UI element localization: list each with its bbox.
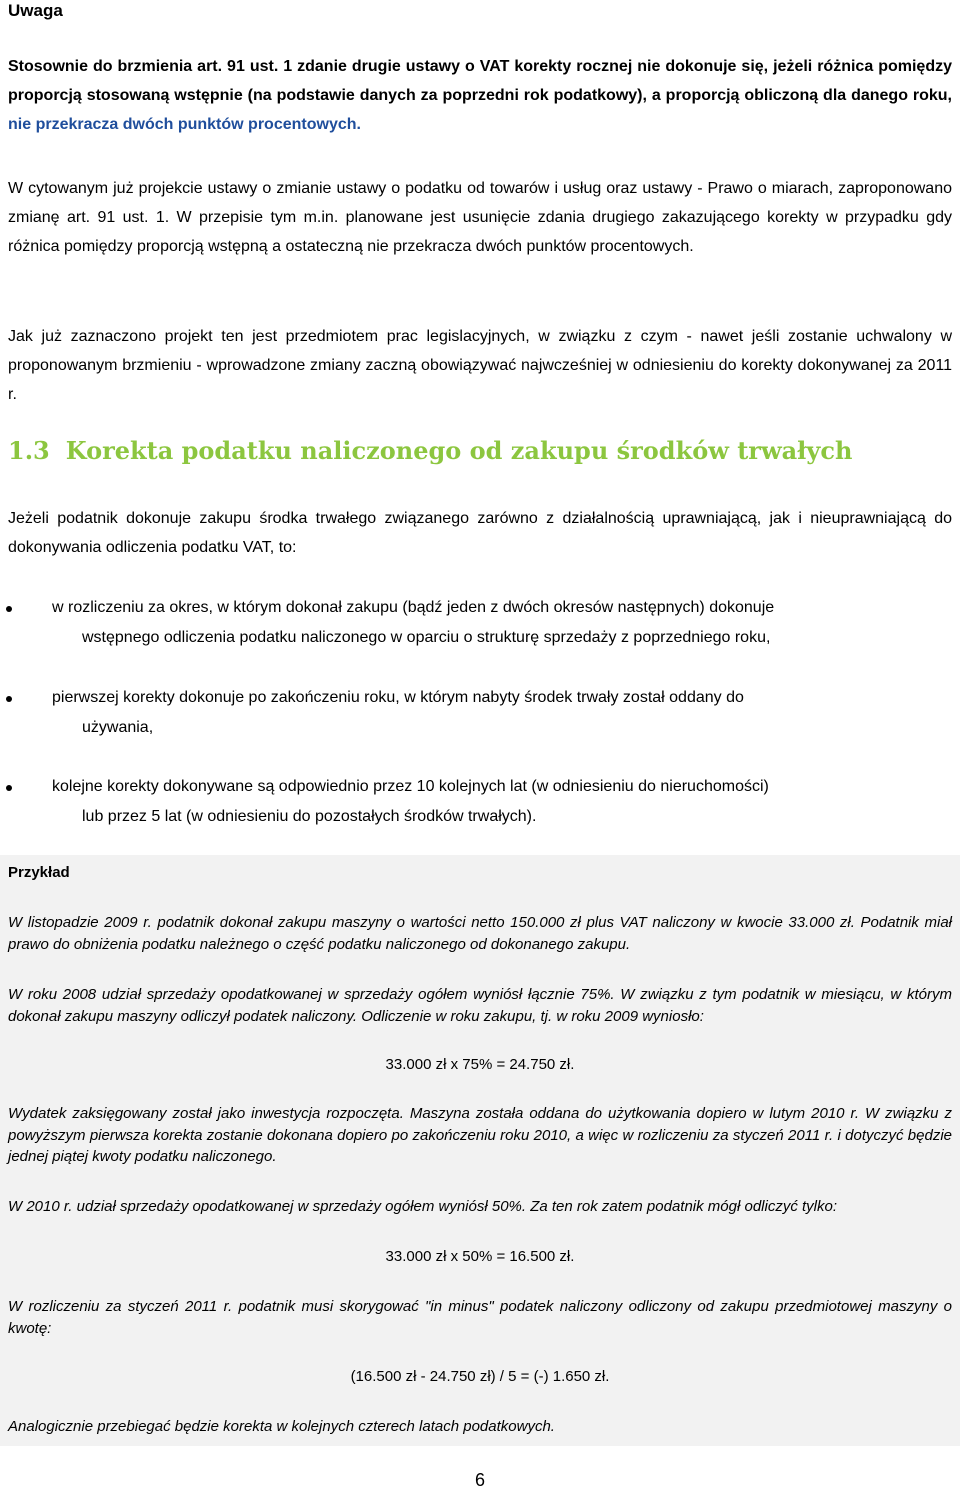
- paragraph-vat-correction: [8, 52, 952, 139]
- list-item-line: używania,: [82, 719, 154, 736]
- example-paragraph: Analogicznie przebiegać będzie korekta w kolejnych czterech latach podatkowych.: [8, 1418, 555, 1435]
- list-item: [52, 683, 954, 743]
- example-title: Przykład: [8, 864, 70, 881]
- highlighted-text: nie przekracza dwóch punktów procentowych.: [8, 116, 361, 133]
- example-box: [0, 855, 960, 1446]
- bullet-icon: [6, 606, 12, 612]
- list-item-line: lub przez 5 lat (w odniesieniu do pozostałych środków trwałych).: [82, 808, 537, 825]
- list-item: [52, 593, 954, 653]
- section-number: 1.3: [8, 436, 50, 465]
- example-paragraph: Wydatek zaksięgowany został jako inwestycja rozpoczęta. Maszyna została oddana do użytkowania dopiero w lutym 2010 r. W związku z powyższym pierwsza korekta zostanie dokonana dopiero po zakończeniu roku 2010, a więc w rozliczeniu za styczeń 2011 r. i dotyczyć będzie jednej piątej kwoty podatku naliczonego.: [8, 1105, 952, 1165]
- example-paragraph: W roku 2008 udział sprzedaży opodatkowanej w sprzedaży ogółem wyniósł łącznie 75%. W związku z tym podatnik w miesiącu, w którym dokonał zakupu maszyny odliczył podatek naliczony. Odliczenie w roku zakupu, tj. w roku 2009 wyniosło:: [8, 986, 952, 1025]
- paragraph-fixed-asset-intro: Jeżeli podatnik dokonuje zakupu środka trwałego związanego zarówno z działalnością uprawniającą, jak i nieuprawniającą do dokonywania odliczenia podatku VAT, to:: [8, 510, 952, 556]
- example-paragraph: W listopadzie 2009 r. podatnik dokonał zakupu maszyny o wartości netto 150.000 zł plus VAT naliczony w kwocie 33.000 zł. Podatnik miał prawo do obniżenia podatku należnego o część podatku naliczonego od dokonanego zakupu.: [8, 914, 952, 953]
- list-item-line: pierwszej korekty dokonuje po zakończeniu roku, w którym nabyty środek trwały został oddany do: [52, 689, 744, 706]
- example-calculation: 33.000 zł x 50% = 16.500 zł.: [385, 1248, 575, 1265]
- example-paragraph: W 2010 r. udział sprzedaży opodatkowanej w sprzedaży ogółem wyniósł 50%. Za ten rok zatem podatnik mógł odliczyć tylko:: [8, 1198, 838, 1215]
- paragraph-draft-law: W cytowanym już projekcie ustawy o zmianie ustawy o podatku od towarów i usług oraz ustawy - Prawo o miarach, zaproponowano zmianę art. 91 ust. 1. W przepisie tym m.in. planowane jest usunięcie zdania drugiego zakazującego korekty w przypadku gdy różnica pomiędzy proporcją wstępną a ostateczną nie przekracza dwóch punktów procentowych.: [8, 180, 952, 255]
- note-heading: Uwaga: [8, 1, 63, 20]
- list-item: [52, 772, 954, 832]
- page-number: 6: [474, 1470, 485, 1490]
- paragraph-text: Stosownie do brzmienia art. 91 ust. 1 zdanie drugie ustawy o VAT korekty rocznej nie dokonuje się, jeżeli różnica pomiędzy proporcją stosowaną wstępnie (na podstawie danych za poprzedni rok podatkowy), a proporcją obliczoną dla danego roku,: [8, 58, 952, 104]
- bullet-icon: [6, 696, 12, 702]
- section-heading: [8, 434, 852, 468]
- example-paragraph: W rozliczeniu za styczeń 2011 r. podatnik musi skorygować "in minus" podatek naliczony odliczony od zakupu przedmiotowej maszyny o kwotę:: [8, 1298, 952, 1337]
- list-item-line: w rozliczeniu za okres, w którym dokonał zakupu (bądź jeden z dwóch okresów następnych) dokonuje: [52, 599, 775, 616]
- bullet-icon: [6, 785, 12, 791]
- example-calculation: (16.500 zł - 24.750 zł) / 5 = (-) 1.650 zł.: [350, 1368, 610, 1385]
- section-title: Korekta podatku naliczonego od zakupu środków trwałych: [65, 436, 853, 465]
- list-item-line: kolejne korekty dokonywane są odpowiednio przez 10 kolejnych lat (w odniesieniu do nieruchomości): [52, 778, 769, 795]
- paragraph-legislative-work: Jak już zaznaczono projekt ten jest przedmiotem prac legislacyjnych, w związku z czym - nawet jeśli zostanie uchwalony w proponowanym brzmieniu - wprowadzone zmiany zaczną obowiązywać najwcześniej w odniesieniu do korekty dokonywanej za 2011 r.: [8, 328, 952, 403]
- example-calculation: 33.000 zł x 75% = 24.750 zł.: [385, 1056, 575, 1073]
- list-item-line: wstępnego odliczenia podatku naliczonego w oparciu o strukturę sprzedaży z poprzedniego roku,: [82, 629, 771, 646]
